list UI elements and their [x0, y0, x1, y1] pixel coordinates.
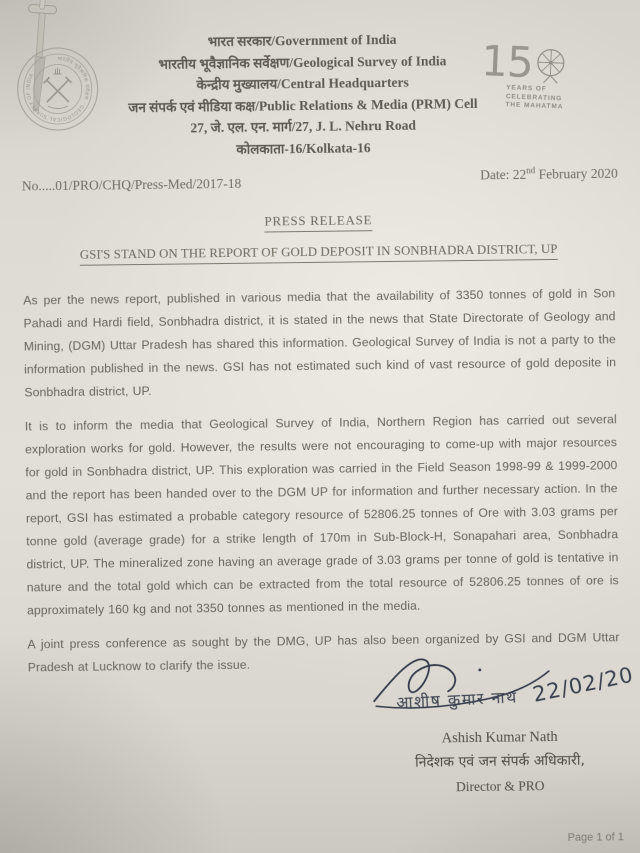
document-title-row	[0, 239, 639, 267]
date-ordinal: nd	[526, 165, 536, 176]
handwritten-name-hindi: आशीष कुमार नाथ	[395, 687, 519, 713]
handwritten-date: 22/02/20	[530, 662, 636, 707]
ashoka-capital-icon	[53, 68, 61, 74]
body-paragraph-3: A joint press conference as sought by the DMG, UP has also been organized by GSI and DGM Uttar Pradesh at Lucknow to clarify the issue.	[27, 630, 620, 675]
charkha-wheel-icon	[533, 46, 571, 84]
letterhead-line: जन संपर्क एवं मीडिया कक्ष/Public Relations & Media (PRM) Cell	[128, 95, 478, 115]
crossed-hammers-icon	[44, 77, 72, 102]
signatory-designation: Director & PRO	[455, 778, 545, 795]
seal-ribbon	[48, 106, 68, 109]
press-release-heading: PRESS RELEASE	[264, 212, 372, 232]
logo-caption	[505, 84, 622, 114]
press-release-heading-row	[0, 208, 638, 236]
svg-text:भारतीय भूवैज्ञानिक सर्वेक्षण ·	[25, 56, 91, 123]
date-line: Date: 22nd February 2020	[480, 165, 618, 183]
seal-ring-text: भारतीय भूवैज्ञानिक सर्वेक्षण · GEOLOGICAL SURVEY OF INDIA	[25, 55, 90, 123]
signatory-designation-hindi: निदेशक एवं जन संपर्क अधिकारी,	[414, 752, 585, 771]
letterhead-line: केन्द्रीय मुख्यालय/Central Headquarters	[196, 74, 409, 93]
logo-caption-line: THE MAHATMA	[505, 101, 564, 111]
letterhead-line: कोलकाता-16/Kolkata-16	[236, 139, 371, 157]
logo-caption-line: YEARS OF	[506, 84, 547, 93]
document-title: GSI'S STAND ON THE REPORT OF GOLD DEPOSIT IN SONBHADRA DISTRICT, UP	[80, 242, 558, 266]
mahatma-150-logo	[479, 36, 623, 114]
body-paragraph-2: It is to inform the media that Geological Survey of India, Northern Region has carried out several exploration works for gold. However, the results were not encouraging to come-up with major resources for gold in Sonbhadra district, UP. This exploration was carried in the Field Season 1998-99 & 1999-2000 and the report has been handed over to the DGM UP for information and further necessary action. In the report, GSI has estimated a probable category resource of 52806.25 tonnes of Ore with 3.03 grams per tonne gold (average grade) for a strike length of 170m in Sub-Block-H, Sonapahari area, Sonbhadra district, UP. The mineralized zone having an average grade of 3.03 grams per tonne of gold is tentative in nature and the total gold which can be extracted from the total resource of 52806.25 tonnes of ore is approximately 160 kg and not 3350 tonnes as mentioned in the media.	[24, 412, 619, 618]
letterhead-line: भारतीय भूवैज्ञानिक सर्वेक्षण/Geological Survey of India	[158, 52, 447, 72]
signatory-name: Ashish Kumar Nath	[441, 728, 558, 747]
letterhead-line: भारत सरकार/Government of India	[207, 31, 397, 50]
typed-signature-block	[375, 724, 626, 800]
reference-number: No.....01/PRO/CHQ/Press-Med/2017-18	[21, 175, 242, 194]
logo-caption-line: CELEBRATING	[505, 92, 563, 102]
handwritten-signature-area	[368, 648, 636, 719]
signature-block	[4, 648, 640, 805]
letterhead	[82, 27, 524, 161]
body-paragraph-1: As per the news report, published in various media that the availability of 3350 tonnes of gold in Son Pahadi and Hardi field, Sonbhadra district, it is stated in the news that State Directorate of Geology and Mining, (DGM) Uttar Pradesh has shared this information. Geological Survey of India is not a party to the information published in the news. GSI has not estimated such kind of vast resource of gold deposite in Sonbhadra district, UP.	[23, 286, 617, 400]
logo-number: 15	[480, 36, 534, 88]
letterhead-line: 27, जे. एल. एन. मार्ग/27, J. L. Nehru Road	[190, 117, 416, 136]
page-number: Page 1 of 1	[567, 831, 624, 844]
reference-row	[21, 165, 618, 194]
gsi-seal-icon	[14, 45, 101, 134]
